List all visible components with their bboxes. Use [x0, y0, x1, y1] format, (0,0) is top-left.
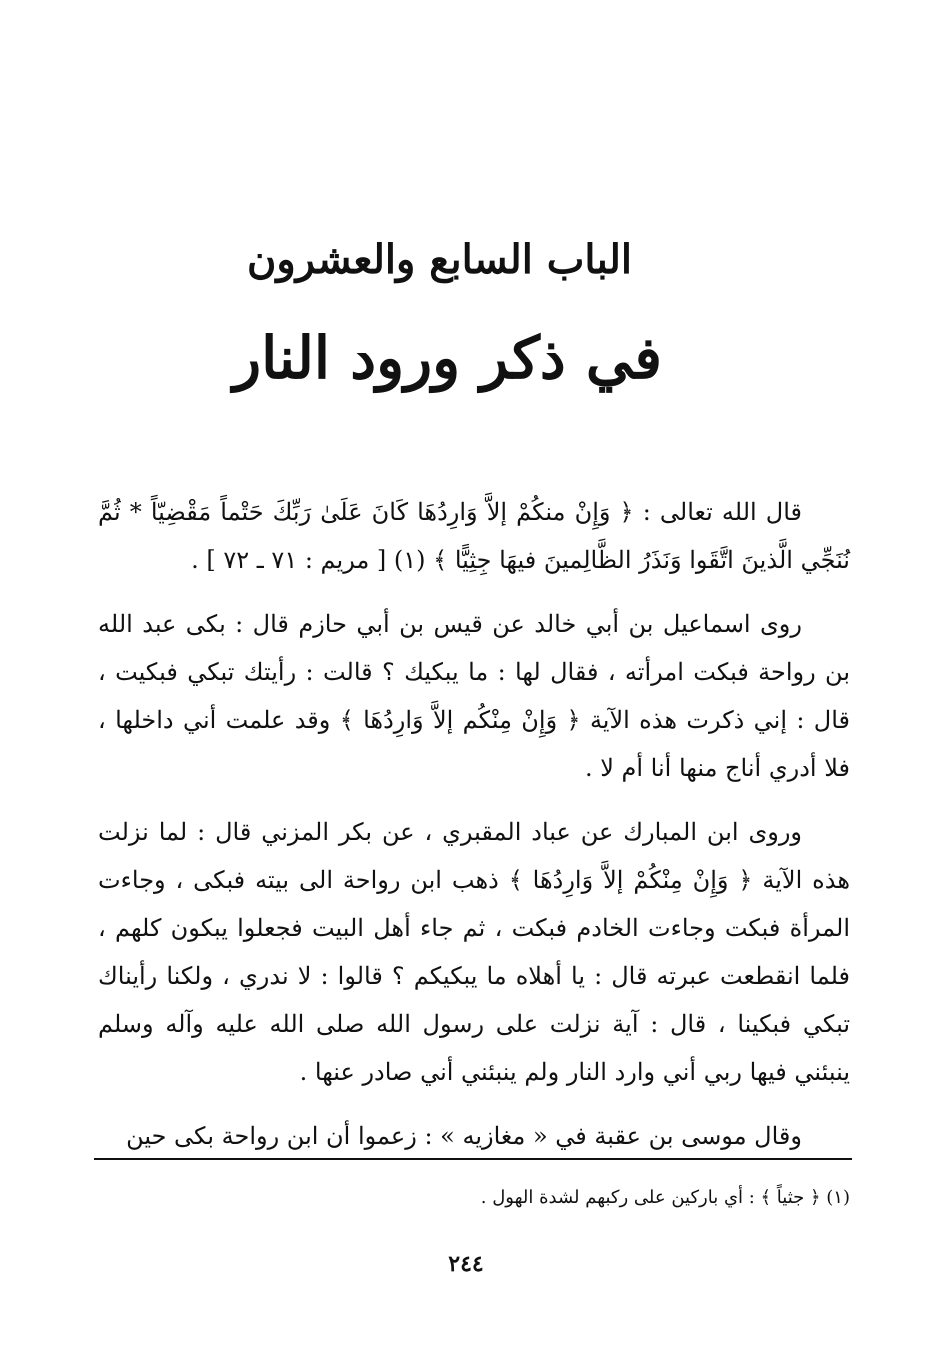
paragraph-ibn-abi-khalid: روى اسماعيل بن أبي خالد عن قيس بن أبي حازم قال : بكى عبد الله بن رواحة فبكت امرأته ، فقال لها : ما يبكيك ؟ قالت : رأيتك تبكي فبكيت ، قال : إني ذكرت هذه الآية ﴿ وَإِنْ مِنْكُم إلاَّ وَارِدُهَا ﴾ وقد علمت أني داخلها ، فلا أدري أناج منها أنا أم لا .: [98, 610, 850, 782]
chapter-title-heading: في ذكر ورود النار: [233, 324, 662, 392]
paragraph-quran-verse: قال الله تعالى : ﴿ وَإِنْ منكُمْ إلاَّ وَارِدُهَا كَانَ عَلَىٰ رَبِّكَ حَتْماً مَقْضِيّاً * ثُمَّ نُنَجِّي الَّذينَ اتَّقَوا وَنَذَرُ الظَّالِمينَ فيهَا جِثِيًّا ﴾ (١) [ مريم : ٧١ ـ ٧٢ ] .: [98, 498, 850, 574]
footnote-divider: [94, 1158, 852, 1160]
chapter-number-heading: الباب السابع والعشرون: [246, 236, 632, 283]
page-number: ٢٤٤: [448, 1251, 484, 1277]
paragraph-ibn-al-mubarak: وروى ابن المبارك عن عباد المقبري ، عن بكر المزني قال : لما نزلت هذه الآية ﴿ وَإِنْ مِنْكُمْ إلاَّ وَارِدُهَا ﴾ ذهب ابن رواحة الى بيته فبكى ، وجاءت المرأة فبكت وجاءت الخادم فبكت ، ثم جاء أهل البيت فجعلوا يبكون كلهم ، فلما انقطعت عبرته قال : يا أهلاه ما يبكيكم ؟ قالوا : لا ندري ، ولكنا رأيناك تبكي فبكينا ، قال : آية نزلت على رسول الله صلى الله عليه وآله وسلم ينبئني فيها ربي أني وارد النار ولم ينبئني أني صادر عنها .: [98, 818, 851, 1086]
paragraph-musa-ibn-uqba: وقال موسى بن عقبة في « مغازيه » : زعموا أن ابن رواحة بكى حين: [126, 1122, 802, 1150]
footnote: (١) ﴿ جثياً ﴾ : أي باركين على ركبهم لشدة الهول .: [480, 1187, 850, 1208]
body-text: [98, 488, 850, 1160]
